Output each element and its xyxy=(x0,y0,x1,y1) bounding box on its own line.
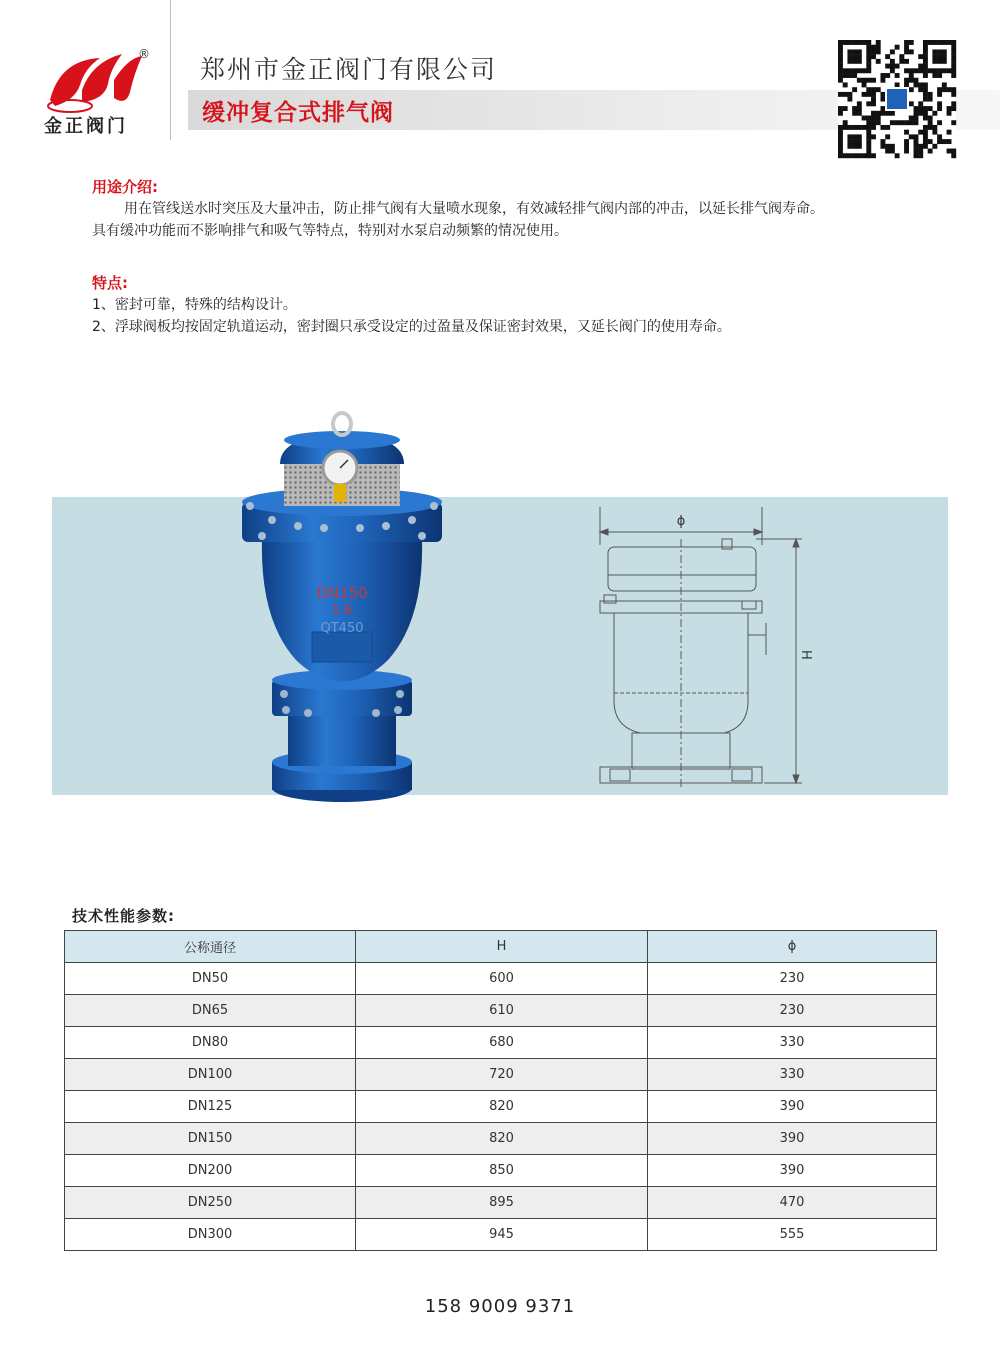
phone-number: 158 9009 9371 xyxy=(424,1296,576,1317)
table-row xyxy=(65,1219,937,1251)
cell-nominal-size: DN65 xyxy=(65,995,356,1027)
valve-pressure-mark: 1.6 xyxy=(331,603,353,618)
product-band xyxy=(52,497,948,795)
cell-h: 680 xyxy=(356,1027,648,1059)
cell-nominal-size: DN250 xyxy=(65,1187,356,1219)
cell-phi: 470 xyxy=(648,1187,937,1219)
cell-nominal-size: DN50 xyxy=(65,963,356,995)
product-title: 缓冲复合式排气阀 xyxy=(202,100,394,126)
header-divider xyxy=(170,0,171,140)
cell-phi: 230 xyxy=(648,995,937,1027)
cell-nominal-size: DN150 xyxy=(65,1123,356,1155)
cell-phi: 390 xyxy=(648,1123,937,1155)
table-row xyxy=(65,1187,937,1219)
cell-h: 610 xyxy=(356,995,648,1027)
cell-h: 895 xyxy=(356,1187,648,1219)
company-logo xyxy=(30,40,160,140)
cell-phi: 555 xyxy=(648,1219,937,1251)
cell-nominal-size: DN80 xyxy=(65,1027,356,1059)
valve-size-mark: DN150 xyxy=(316,584,368,602)
cell-phi: 230 xyxy=(648,963,937,995)
company-name: 郑州市金正阀门有限公司 xyxy=(200,55,498,84)
table-row xyxy=(65,1027,937,1059)
cell-h: 850 xyxy=(356,1155,648,1187)
spec-table xyxy=(64,930,937,1251)
cell-nominal-size: DN200 xyxy=(65,1155,356,1187)
cell-h: 820 xyxy=(356,1123,648,1155)
cell-phi: 330 xyxy=(648,1059,937,1091)
cell-nominal-size: DN300 xyxy=(65,1219,356,1251)
table-title: 技术性能参数: xyxy=(72,907,175,925)
table-row xyxy=(65,1091,937,1123)
table-row xyxy=(65,1059,937,1091)
cell-h: 720 xyxy=(356,1059,648,1091)
table-row xyxy=(65,963,937,995)
features-title: 特点: xyxy=(92,274,128,292)
dimension-drawing xyxy=(580,505,813,790)
cell-phi: 390 xyxy=(648,1091,937,1123)
phi-label: ϕ xyxy=(676,514,686,529)
cell-h: 945 xyxy=(356,1219,648,1251)
cell-phi: 330 xyxy=(648,1027,937,1059)
valve-photo xyxy=(228,410,458,842)
usage-title: 用途介绍: xyxy=(92,178,158,196)
h-label: H xyxy=(798,650,813,660)
feature-item-1: 1、密封可靠，特殊的结构设计。 xyxy=(92,297,297,313)
feature-item-2: 2、浮球阀板均按固定轨道运动，密封圈只承受设定的过盈量及保证密封效果，又延长阀门的使用寿命。 xyxy=(92,319,731,335)
usage-line-2: 具有缓冲功能而不影响排气和吸气等特点，特别对水泵启动频繁的情况使用。 xyxy=(92,223,568,239)
cell-h: 600 xyxy=(356,963,648,995)
table-row xyxy=(65,995,937,1027)
cell-phi: 390 xyxy=(648,1155,937,1187)
table-header-row xyxy=(65,931,937,963)
header-h: H xyxy=(356,931,648,963)
cell-nominal-size: DN100 xyxy=(65,1059,356,1091)
cell-nominal-size: DN125 xyxy=(65,1091,356,1123)
valve-model-mark: QT450 xyxy=(320,621,364,636)
usage-line-1: 用在管线送水时突压及大量冲击，防止排气阀有大量喷水现象，有效减轻排气阀内部的冲击，以延长排气阀寿命。 xyxy=(124,201,824,217)
header-nominal-size: 公称通径 xyxy=(65,931,356,963)
header-phi: ϕ xyxy=(648,931,937,963)
qr-code xyxy=(838,40,956,158)
table-row xyxy=(65,1155,937,1187)
logo-text: 金正阀门 xyxy=(44,116,128,137)
cell-h: 820 xyxy=(356,1091,648,1123)
registered-mark: ® xyxy=(138,47,150,61)
table-row xyxy=(65,1123,937,1155)
